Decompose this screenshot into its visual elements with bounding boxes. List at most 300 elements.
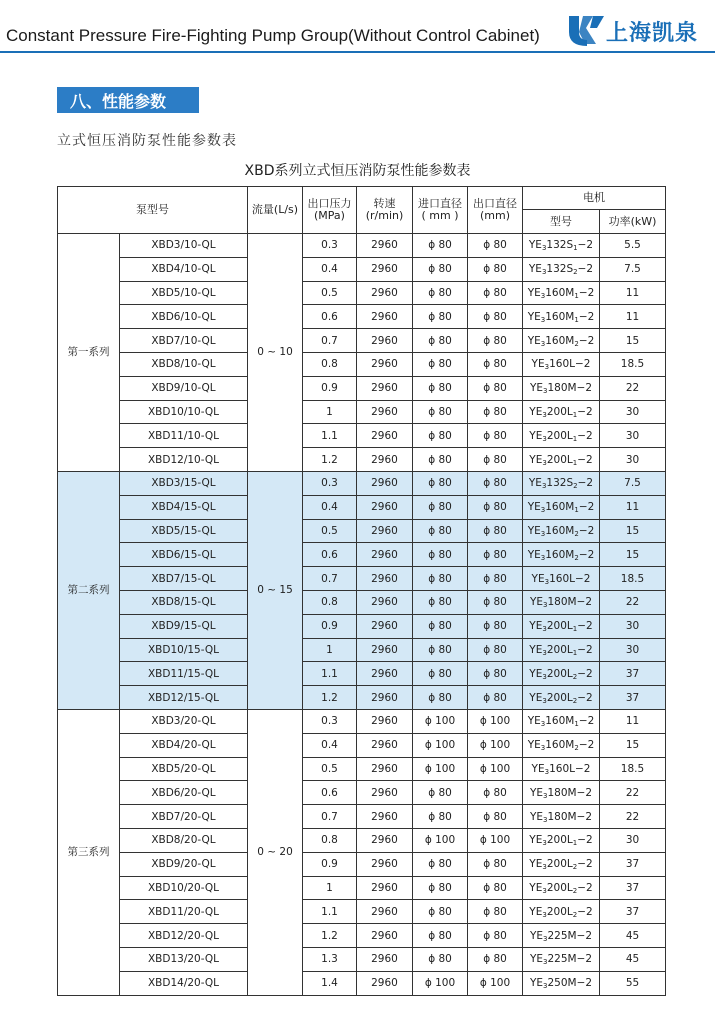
motor-frame: 160L−2 bbox=[549, 572, 591, 585]
model-cell: XBD12/15-QL bbox=[120, 686, 248, 710]
outlet-cell: ϕ 80 bbox=[468, 519, 523, 543]
performance-table bbox=[57, 186, 666, 996]
speed-cell: 2960 bbox=[357, 590, 413, 614]
motor-model-cell bbox=[523, 376, 600, 400]
motor-sub: 3 bbox=[542, 648, 547, 657]
motor-suffix: −2 bbox=[577, 881, 593, 894]
header-outlet bbox=[468, 187, 523, 234]
pressure-cell: 0.6 bbox=[303, 781, 357, 805]
motor-model-cell bbox=[523, 805, 600, 829]
motor-frame: 200L bbox=[546, 643, 573, 656]
inlet-cell: ϕ 80 bbox=[413, 495, 468, 519]
header-flow: 流量(L/s) bbox=[248, 187, 303, 234]
motor-prefix: YE bbox=[527, 739, 541, 752]
pressure-cell: 1.4 bbox=[303, 971, 357, 995]
motor-frame-sub: 1 bbox=[572, 625, 578, 634]
pressure-cell: 0.9 bbox=[303, 852, 357, 876]
motor-sub: 3 bbox=[543, 601, 548, 610]
table-row bbox=[58, 281, 666, 305]
motor-sub: 3 bbox=[540, 744, 546, 753]
motor-suffix: −2 bbox=[577, 263, 594, 276]
motor-model-cell bbox=[523, 876, 600, 900]
motor-frame: 160L−2 bbox=[549, 762, 591, 775]
motor-prefix: YE bbox=[528, 263, 542, 276]
motor-sub: 3 bbox=[544, 767, 550, 776]
motor-frame: 160M bbox=[545, 310, 575, 323]
speed-cell: 2960 bbox=[357, 924, 413, 948]
motor-suffix: −2 bbox=[577, 477, 594, 490]
outlet-cell: ϕ 80 bbox=[468, 900, 523, 924]
outlet-cell: ϕ 80 bbox=[468, 257, 523, 281]
motor-prefix: YE bbox=[531, 572, 545, 585]
motor-frame: 180M−2 bbox=[547, 382, 593, 395]
motor-frame: 160M bbox=[545, 501, 575, 514]
speed-cell: 2960 bbox=[357, 376, 413, 400]
motor-model-cell bbox=[523, 448, 600, 472]
model-cell: XBD6/10-QL bbox=[120, 305, 248, 329]
motor-frame: 160M bbox=[545, 739, 575, 752]
motor-frame: 200L bbox=[546, 881, 573, 894]
motor-sub: 3 bbox=[542, 625, 547, 634]
pressure-cell: 0.7 bbox=[303, 567, 357, 591]
motor-frame: 200L bbox=[546, 691, 573, 704]
pressure-cell: 1 bbox=[303, 400, 357, 424]
speed-cell: 2960 bbox=[357, 971, 413, 995]
motor-power-cell: 37 bbox=[600, 852, 666, 876]
motor-sub: 3 bbox=[543, 815, 548, 824]
motor-prefix: YE bbox=[529, 810, 543, 823]
motor-prefix: YE bbox=[527, 715, 541, 728]
motor-model-cell bbox=[523, 495, 600, 519]
speed-cell: 2960 bbox=[357, 400, 413, 424]
header-motor: 电机 bbox=[523, 187, 666, 210]
speed-cell: 2960 bbox=[357, 352, 413, 376]
motor-sub: 3 bbox=[540, 291, 546, 300]
motor-power-cell: 22 bbox=[600, 781, 666, 805]
motor-power-cell: 18.5 bbox=[600, 352, 666, 376]
outlet-cell: ϕ 80 bbox=[468, 805, 523, 829]
series-name-cell: 第二系列 bbox=[58, 471, 120, 709]
motor-suffix: −2 bbox=[577, 405, 593, 418]
motor-sub: 3 bbox=[542, 458, 547, 467]
motor-prefix: YE bbox=[529, 596, 543, 609]
motor-frame: 160M bbox=[545, 548, 575, 561]
section-banner bbox=[57, 87, 199, 113]
motor-prefix: YE bbox=[529, 667, 543, 680]
model-cell: XBD4/10-QL bbox=[120, 257, 248, 281]
pressure-cell: 1.1 bbox=[303, 900, 357, 924]
table-header-row bbox=[58, 187, 666, 210]
motor-power-cell: 11 bbox=[600, 281, 666, 305]
speed-cell: 2960 bbox=[357, 757, 413, 781]
motor-model-cell bbox=[523, 924, 600, 948]
motor-model-cell bbox=[523, 900, 600, 924]
outlet-cell: ϕ 80 bbox=[468, 234, 523, 258]
pressure-cell: 0.5 bbox=[303, 757, 357, 781]
outlet-cell: ϕ 80 bbox=[468, 448, 523, 472]
speed-cell: 2960 bbox=[357, 781, 413, 805]
motor-frame-sub: 1 bbox=[572, 648, 578, 657]
model-cell: XBD11/20-QL bbox=[120, 900, 248, 924]
table-row bbox=[58, 947, 666, 971]
inlet-cell: ϕ 80 bbox=[413, 519, 468, 543]
motor-model-cell bbox=[523, 638, 600, 662]
motor-frame: 160M bbox=[545, 334, 575, 347]
model-cell: XBD12/20-QL bbox=[120, 924, 248, 948]
inlet-cell: ϕ 80 bbox=[413, 876, 468, 900]
model-cell: XBD6/20-QL bbox=[120, 781, 248, 805]
motor-prefix: YE bbox=[529, 691, 543, 704]
motor-frame-sub: 1 bbox=[572, 839, 578, 848]
model-cell: XBD8/10-QL bbox=[120, 352, 248, 376]
model-cell: XBD11/15-QL bbox=[120, 662, 248, 686]
motor-suffix: −2 bbox=[577, 620, 593, 633]
motor-suffix: −2 bbox=[578, 286, 595, 299]
motor-model-cell bbox=[523, 305, 600, 329]
model-cell: XBD5/15-QL bbox=[120, 519, 248, 543]
motor-power-cell: 37 bbox=[600, 686, 666, 710]
motor-frame-sub: 2 bbox=[572, 886, 578, 895]
motor-frame-sub: 2 bbox=[572, 910, 578, 919]
motor-model-cell bbox=[523, 400, 600, 424]
motor-prefix: YE bbox=[529, 786, 543, 799]
header-motor-power: 功率(kW) bbox=[600, 210, 666, 234]
motor-power-cell: 45 bbox=[600, 947, 666, 971]
motor-power-cell: 22 bbox=[600, 376, 666, 400]
motor-sub: 3 bbox=[543, 387, 548, 396]
inlet-cell: ϕ 80 bbox=[413, 281, 468, 305]
motor-model-cell bbox=[523, 352, 600, 376]
inlet-cell: ϕ 100 bbox=[413, 757, 468, 781]
motor-suffix: −2 bbox=[578, 524, 595, 537]
motor-frame: 180M−2 bbox=[547, 596, 593, 609]
speed-cell: 2960 bbox=[357, 257, 413, 281]
inlet-cell: ϕ 80 bbox=[413, 376, 468, 400]
motor-frame: 200L bbox=[546, 858, 573, 871]
motor-prefix: YE bbox=[528, 477, 542, 490]
inlet-cell: ϕ 80 bbox=[413, 614, 468, 638]
table-row bbox=[58, 567, 666, 591]
header-model: 泵型号 bbox=[58, 187, 248, 234]
pressure-cell: 0.4 bbox=[303, 495, 357, 519]
motor-model-cell bbox=[523, 781, 600, 805]
inlet-cell: ϕ 80 bbox=[413, 686, 468, 710]
pressure-cell: 1.3 bbox=[303, 947, 357, 971]
speed-cell: 2960 bbox=[357, 305, 413, 329]
speed-cell: 2960 bbox=[357, 495, 413, 519]
motor-power-cell: 18.5 bbox=[600, 757, 666, 781]
motor-frame: 225M−2 bbox=[547, 929, 593, 942]
motor-model-cell bbox=[523, 543, 600, 567]
pressure-cell: 0.3 bbox=[303, 234, 357, 258]
outlet-cell: ϕ 80 bbox=[468, 329, 523, 353]
motor-frame: 180M−2 bbox=[547, 786, 593, 799]
motor-power-cell: 30 bbox=[600, 424, 666, 448]
table-row bbox=[58, 352, 666, 376]
motor-model-cell bbox=[523, 852, 600, 876]
motor-model-cell bbox=[523, 709, 600, 733]
motor-power-cell: 22 bbox=[600, 590, 666, 614]
motor-model-cell bbox=[523, 947, 600, 971]
motor-power-cell: 30 bbox=[600, 400, 666, 424]
motor-power-cell: 5.5 bbox=[600, 234, 666, 258]
table-row bbox=[58, 257, 666, 281]
motor-frame-sub: 2 bbox=[574, 529, 579, 538]
flow-cell: 0 ~ 10 bbox=[248, 234, 303, 472]
inlet-cell: ϕ 80 bbox=[413, 924, 468, 948]
outlet-cell: ϕ 80 bbox=[468, 638, 523, 662]
motor-suffix: −2 bbox=[577, 453, 593, 466]
page-header bbox=[0, 0, 715, 58]
model-cell: XBD4/15-QL bbox=[120, 495, 248, 519]
motor-prefix: YE bbox=[529, 429, 543, 442]
model-cell: XBD10/15-QL bbox=[120, 638, 248, 662]
inlet-cell: ϕ 100 bbox=[413, 709, 468, 733]
motor-sub: 3 bbox=[540, 529, 546, 538]
motor-model-cell bbox=[523, 519, 600, 543]
header-pressure-unit: (MPa) bbox=[314, 209, 345, 222]
speed-cell: 2960 bbox=[357, 567, 413, 591]
motor-model-cell bbox=[523, 733, 600, 757]
motor-frame-sub: 1 bbox=[574, 506, 579, 515]
outlet-cell: ϕ 80 bbox=[468, 424, 523, 448]
motor-suffix: −2 bbox=[577, 905, 593, 918]
motor-frame: 180M−2 bbox=[547, 810, 593, 823]
motor-power-cell: 37 bbox=[600, 662, 666, 686]
motor-frame-sub: 1 bbox=[574, 720, 579, 729]
header-motor-model: 型号 bbox=[523, 210, 600, 234]
table-row bbox=[58, 852, 666, 876]
pressure-cell: 0.4 bbox=[303, 733, 357, 757]
pressure-cell: 1 bbox=[303, 638, 357, 662]
table-row bbox=[58, 805, 666, 829]
header-inlet bbox=[413, 187, 468, 234]
header-pressure-label: 出口压力 bbox=[307, 197, 352, 210]
speed-cell: 2960 bbox=[357, 234, 413, 258]
motor-prefix: YE bbox=[527, 334, 541, 347]
speed-cell: 2960 bbox=[357, 876, 413, 900]
motor-frame-sub: 2 bbox=[573, 268, 578, 277]
pressure-cell: 1.2 bbox=[303, 924, 357, 948]
motor-frame: 132S bbox=[546, 239, 574, 252]
header-inlet-label: 进口直径 bbox=[418, 197, 462, 210]
motor-model-cell bbox=[523, 686, 600, 710]
outlet-cell: ϕ 80 bbox=[468, 781, 523, 805]
table-row bbox=[58, 828, 666, 852]
outlet-cell: ϕ 100 bbox=[468, 709, 523, 733]
motor-sub: 3 bbox=[541, 268, 547, 277]
motor-power-cell: 15 bbox=[600, 733, 666, 757]
motor-prefix: YE bbox=[529, 643, 543, 656]
inlet-cell: ϕ 80 bbox=[413, 590, 468, 614]
motor-prefix: YE bbox=[527, 310, 541, 323]
model-cell: XBD7/10-QL bbox=[120, 329, 248, 353]
motor-model-cell bbox=[523, 281, 600, 305]
table-row bbox=[58, 971, 666, 995]
motor-prefix: YE bbox=[529, 881, 543, 894]
motor-sub: 3 bbox=[541, 244, 547, 253]
model-cell: XBD3/15-QL bbox=[120, 471, 248, 495]
model-cell: XBD5/20-QL bbox=[120, 757, 248, 781]
header-pressure bbox=[303, 187, 357, 234]
pressure-cell: 1.1 bbox=[303, 662, 357, 686]
motor-prefix: YE bbox=[529, 929, 543, 942]
motor-frame-sub: 1 bbox=[572, 410, 578, 419]
inlet-cell: ϕ 80 bbox=[413, 257, 468, 281]
header-divider bbox=[0, 51, 715, 53]
motor-prefix: YE bbox=[527, 501, 541, 514]
speed-cell: 2960 bbox=[357, 852, 413, 876]
model-cell: XBD9/10-QL bbox=[120, 376, 248, 400]
table-row bbox=[58, 662, 666, 686]
outlet-cell: ϕ 80 bbox=[468, 471, 523, 495]
motor-power-cell: 15 bbox=[600, 329, 666, 353]
motor-frame: 132S bbox=[546, 477, 574, 490]
header-outlet-unit: (mm) bbox=[479, 209, 510, 222]
speed-cell: 2960 bbox=[357, 543, 413, 567]
outlet-cell: ϕ 80 bbox=[468, 876, 523, 900]
motor-prefix: YE bbox=[529, 453, 543, 466]
motor-power-cell: 37 bbox=[600, 900, 666, 924]
motor-suffix: −2 bbox=[578, 739, 595, 752]
motor-frame: 132S bbox=[546, 263, 574, 276]
pressure-cell: 1.1 bbox=[303, 424, 357, 448]
table-row bbox=[58, 448, 666, 472]
table-row bbox=[58, 686, 666, 710]
motor-power-cell: 30 bbox=[600, 828, 666, 852]
table-row bbox=[58, 329, 666, 353]
pressure-cell: 0.8 bbox=[303, 828, 357, 852]
model-cell: XBD10/20-QL bbox=[120, 876, 248, 900]
table-row bbox=[58, 543, 666, 567]
flow-cell: 0 ~ 15 bbox=[248, 471, 303, 709]
motor-frame: 225M−2 bbox=[547, 953, 593, 966]
motor-frame: 200L bbox=[546, 905, 573, 918]
inlet-cell: ϕ 80 bbox=[413, 471, 468, 495]
model-cell: XBD5/10-QL bbox=[120, 281, 248, 305]
motor-frame: 160L−2 bbox=[549, 358, 591, 371]
model-cell: XBD14/20-QL bbox=[120, 971, 248, 995]
motor-model-cell bbox=[523, 424, 600, 448]
motor-frame: 160M bbox=[545, 524, 575, 537]
brand-logo-text: 上海凯泉 bbox=[606, 21, 699, 46]
motor-frame: 200L bbox=[546, 834, 573, 847]
header-speed-unit: (r/min) bbox=[365, 209, 404, 222]
speed-cell: 2960 bbox=[357, 519, 413, 543]
motor-power-cell: 18.5 bbox=[600, 567, 666, 591]
speed-cell: 2960 bbox=[357, 281, 413, 305]
speed-cell: 2960 bbox=[357, 471, 413, 495]
speed-cell: 2960 bbox=[357, 947, 413, 971]
pressure-cell: 1 bbox=[303, 876, 357, 900]
motor-frame-sub: 2 bbox=[572, 863, 578, 872]
inlet-cell: ϕ 80 bbox=[413, 947, 468, 971]
table-row bbox=[58, 733, 666, 757]
motor-prefix: YE bbox=[531, 762, 545, 775]
outlet-cell: ϕ 80 bbox=[468, 376, 523, 400]
motor-power-cell: 7.5 bbox=[600, 471, 666, 495]
motor-prefix: YE bbox=[529, 620, 543, 633]
flow-cell: 0 ~ 20 bbox=[248, 709, 303, 995]
table-row bbox=[58, 400, 666, 424]
model-cell: XBD9/20-QL bbox=[120, 852, 248, 876]
model-cell: XBD9/15-QL bbox=[120, 614, 248, 638]
motor-model-cell bbox=[523, 590, 600, 614]
header-outlet-label: 出口直径 bbox=[473, 197, 517, 210]
inlet-cell: ϕ 80 bbox=[413, 805, 468, 829]
outlet-cell: ϕ 80 bbox=[468, 543, 523, 567]
motor-power-cell: 11 bbox=[600, 305, 666, 329]
outlet-cell: ϕ 100 bbox=[468, 757, 523, 781]
table-row bbox=[58, 305, 666, 329]
motor-model-cell bbox=[523, 828, 600, 852]
motor-sub: 3 bbox=[540, 339, 546, 348]
motor-sub: 3 bbox=[540, 720, 546, 729]
motor-suffix: −2 bbox=[577, 429, 593, 442]
inlet-cell: ϕ 80 bbox=[413, 305, 468, 329]
motor-power-cell: 30 bbox=[600, 448, 666, 472]
motor-frame-sub: 2 bbox=[573, 482, 578, 491]
header-speed bbox=[357, 187, 413, 234]
outlet-cell: ϕ 80 bbox=[468, 495, 523, 519]
inlet-cell: ϕ 100 bbox=[413, 828, 468, 852]
outlet-cell: ϕ 80 bbox=[468, 686, 523, 710]
motor-frame: 200L bbox=[546, 620, 573, 633]
motor-sub: 3 bbox=[542, 863, 547, 872]
table-body bbox=[58, 234, 666, 996]
motor-frame-sub: 2 bbox=[574, 339, 579, 348]
inlet-cell: ϕ 100 bbox=[413, 971, 468, 995]
speed-cell: 2960 bbox=[357, 448, 413, 472]
outlet-cell: ϕ 80 bbox=[468, 400, 523, 424]
motor-power-cell: 11 bbox=[600, 495, 666, 519]
motor-prefix: YE bbox=[531, 358, 545, 371]
motor-frame-sub: 1 bbox=[572, 434, 578, 443]
inlet-cell: ϕ 80 bbox=[413, 234, 468, 258]
motor-frame-sub: 1 bbox=[574, 315, 579, 324]
table-row bbox=[58, 900, 666, 924]
pressure-cell: 0.5 bbox=[303, 281, 357, 305]
brand-logo bbox=[566, 12, 715, 52]
inlet-cell: ϕ 80 bbox=[413, 352, 468, 376]
pressure-cell: 0.5 bbox=[303, 519, 357, 543]
inlet-cell: ϕ 80 bbox=[413, 329, 468, 353]
motor-sub: 3 bbox=[543, 934, 548, 943]
table-row bbox=[58, 709, 666, 733]
table-row bbox=[58, 757, 666, 781]
motor-sub: 3 bbox=[542, 672, 547, 681]
motor-model-cell bbox=[523, 757, 600, 781]
inlet-cell: ϕ 80 bbox=[413, 900, 468, 924]
speed-cell: 2960 bbox=[357, 709, 413, 733]
outlet-cell: ϕ 80 bbox=[468, 852, 523, 876]
table-row bbox=[58, 234, 666, 258]
motor-suffix: −2 bbox=[577, 691, 593, 704]
header-inlet-unit: ( mm ) bbox=[421, 209, 459, 222]
motor-suffix: −2 bbox=[578, 715, 595, 728]
model-cell: XBD10/10-QL bbox=[120, 400, 248, 424]
pressure-cell: 0.3 bbox=[303, 471, 357, 495]
table-row bbox=[58, 614, 666, 638]
pressure-cell: 1.2 bbox=[303, 448, 357, 472]
table-title: XBD系列立式恒压消防泵性能参数表 bbox=[244, 163, 471, 179]
header-speed-label: 转速 bbox=[373, 197, 396, 210]
pressure-cell: 0.7 bbox=[303, 805, 357, 829]
model-cell: XBD3/10-QL bbox=[120, 234, 248, 258]
outlet-cell: ϕ 80 bbox=[468, 281, 523, 305]
motor-frame: 250M−2 bbox=[547, 977, 593, 990]
motor-suffix: −2 bbox=[577, 239, 594, 252]
